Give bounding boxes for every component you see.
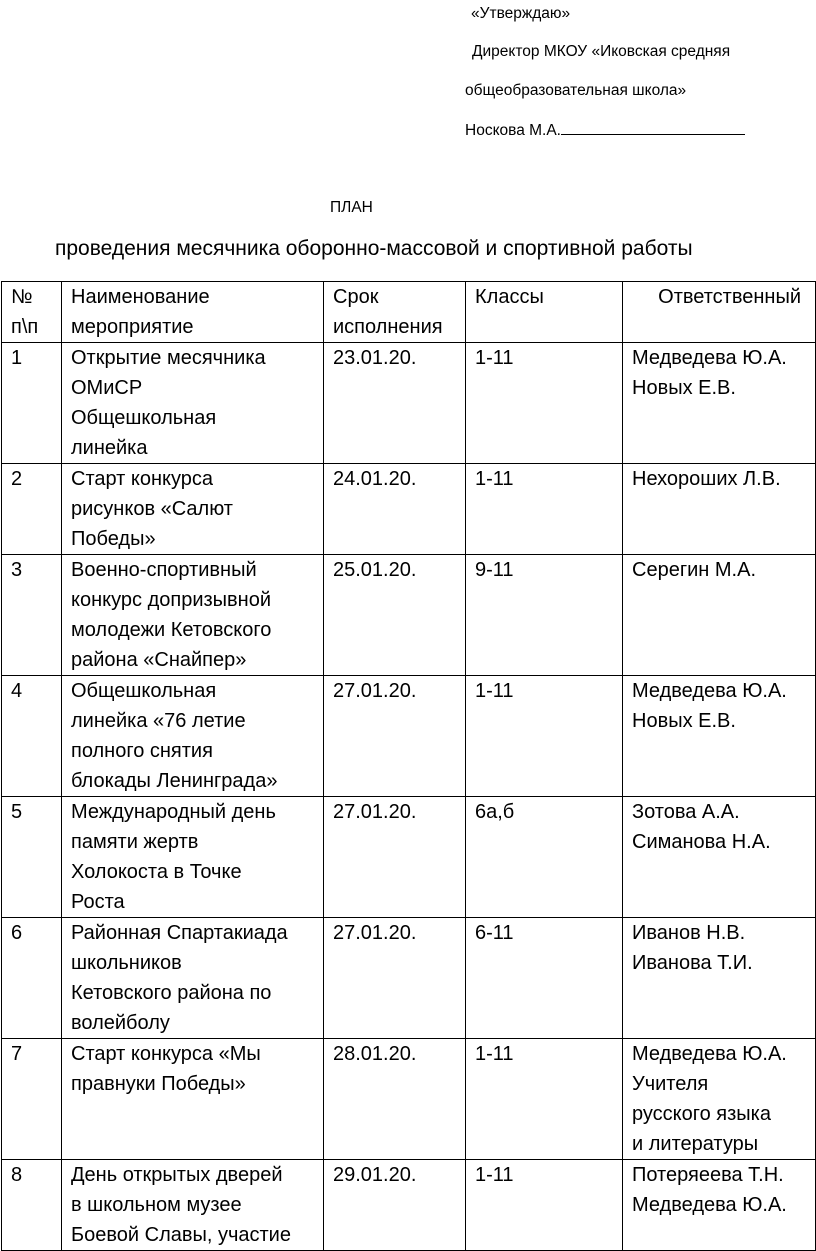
cell-line: Медведева Ю.А.: [632, 347, 787, 369]
cell-line: Старт конкурса: [71, 468, 214, 490]
cell-line: блокады Ленинграда»: [71, 770, 278, 792]
table-row: [2, 555, 816, 676]
row-name: [62, 464, 324, 555]
row-num: [2, 464, 62, 555]
cell-line: 1-11: [475, 347, 514, 369]
cell-line: Потеряеева Т.Н.: [632, 1164, 784, 1186]
cell-line: Боевой Славы, участие: [71, 1224, 291, 1246]
row-responsible: [623, 1039, 816, 1160]
cell-line: памяти жертв: [71, 831, 199, 853]
cell-line: русского языка: [632, 1103, 771, 1125]
plan-title: проведения месячника оборонно-массовой и спортивной работы: [55, 237, 693, 260]
row-name: [62, 343, 324, 464]
cell-line: школьников: [71, 952, 182, 974]
cell-line: 29.01.20.: [333, 1164, 417, 1186]
row-classes: [466, 797, 623, 918]
cell-line: Срок: [333, 286, 379, 308]
cell-line: 24.01.20.: [333, 468, 417, 490]
row-date: [324, 343, 466, 464]
header-responsible: [623, 282, 816, 343]
row-classes: [466, 464, 623, 555]
cell-line: 9-11: [475, 559, 514, 581]
cell-line: Кетовского района по: [71, 982, 272, 1004]
signature-line: [561, 120, 745, 135]
cell-line: Военно-спортивный: [71, 559, 257, 581]
row-date: [324, 1160, 466, 1251]
cell-line: Медведева Ю.А.: [632, 1194, 787, 1216]
row-classes: [466, 343, 623, 464]
row-responsible: [623, 555, 816, 676]
row-classes: [466, 676, 623, 797]
cell-line: 1-11: [475, 680, 514, 702]
cell-line: Ответственный: [658, 286, 801, 308]
plan-table: [1, 281, 816, 1251]
cell-line: Иванов Н.В.: [632, 922, 746, 944]
cell-line: линейка «76 летие: [71, 710, 246, 732]
cell-line: День открытых дверей: [71, 1164, 283, 1186]
header-date: [324, 282, 466, 343]
cell-line: 5: [11, 801, 23, 823]
cell-line: 28.01.20.: [333, 1043, 417, 1065]
cell-line: Холокоста в Точке: [71, 861, 242, 883]
cell-line: Новых Е.В.: [632, 710, 736, 732]
table-row: [2, 1160, 816, 1251]
cell-line: мероприятие: [71, 316, 194, 338]
header-name: [62, 282, 324, 343]
cell-line: Победы»: [71, 528, 156, 550]
row-classes: [466, 1160, 623, 1251]
row-responsible: [623, 343, 816, 464]
cell-line: Международный день: [71, 801, 276, 823]
cell-line: волейболу: [71, 1012, 170, 1034]
row-classes: [466, 1039, 623, 1160]
approval-line-1: «Утверждаю»: [471, 5, 571, 22]
row-classes: [466, 918, 623, 1039]
row-date: [324, 1039, 466, 1160]
row-num: [2, 555, 62, 676]
row-responsible: [623, 1160, 816, 1251]
cell-line: 4: [11, 680, 23, 702]
cell-line: рисунков «Салют: [71, 498, 233, 520]
cell-line: исполнения: [333, 316, 443, 338]
cell-line: Открытие месячника: [71, 347, 266, 369]
cell-line: Иванова Т.И.: [632, 952, 753, 974]
cell-line: ОМиСР: [71, 377, 143, 399]
cell-line: 27.01.20.: [333, 680, 417, 702]
table-row: [2, 676, 816, 797]
plan-heading: ПЛАН: [330, 199, 373, 216]
row-num: [2, 797, 62, 918]
cell-line: Районная Спартакиада: [71, 922, 288, 944]
cell-line: Медведева Ю.А.: [632, 1043, 787, 1065]
cell-line: 3: [11, 559, 23, 581]
cell-line: п\п: [11, 316, 39, 338]
cell-line: 6а,б: [475, 801, 515, 823]
row-num: [2, 918, 62, 1039]
row-name: [62, 1039, 324, 1160]
row-num: [2, 676, 62, 797]
row-name: [62, 1160, 324, 1251]
cell-line: 1-11: [475, 468, 514, 490]
cell-line: Медведева Ю.А.: [632, 680, 787, 702]
cell-line: молодежи Кетовского: [71, 619, 272, 641]
approval-line-2: Директор МКОУ «Иковская средняя: [472, 43, 731, 60]
cell-line: 7: [11, 1043, 23, 1065]
cell-line: Наименование: [71, 286, 210, 308]
row-date: [324, 797, 466, 918]
row-name: [62, 676, 324, 797]
cell-line: полного снятия: [71, 740, 213, 762]
table-row: [2, 343, 816, 464]
row-num: [2, 1039, 62, 1160]
cell-line: Роста: [71, 891, 125, 913]
cell-line: Общешкольная: [71, 407, 217, 429]
cell-line: Общешкольная: [71, 680, 217, 702]
cell-line: конкурс допризывной: [71, 589, 271, 611]
row-date: [324, 555, 466, 676]
approval-line-3: общеобразовательная школа»: [465, 82, 687, 99]
row-name: [62, 918, 324, 1039]
cell-line: 1: [11, 347, 23, 369]
row-responsible: [623, 464, 816, 555]
cell-line: 1-11: [475, 1164, 514, 1186]
table-row: [2, 464, 816, 555]
cell-line: 6-11: [475, 922, 514, 944]
cell-line: 27.01.20.: [333, 922, 417, 944]
table-body: [2, 343, 816, 1251]
row-responsible: [623, 797, 816, 918]
cell-line: 25.01.20.: [333, 559, 417, 581]
cell-line: Зотова А.А.: [632, 801, 740, 823]
approval-line-4: [465, 120, 745, 140]
row-responsible: [623, 918, 816, 1039]
cell-line: Серегин М.А.: [632, 559, 756, 581]
cell-line: правнуки Победы»: [71, 1073, 246, 1095]
director-name: Носкова М.А.: [465, 122, 561, 139]
table-row: [2, 797, 816, 918]
cell-line: Нехороших Л.В.: [632, 468, 781, 490]
table-row: [2, 918, 816, 1039]
row-num: [2, 1160, 62, 1251]
cell-line: 8: [11, 1164, 23, 1186]
table-row: [2, 1039, 816, 1160]
table-header-row: [2, 282, 816, 343]
header-num: [2, 282, 62, 343]
cell-line: Симанова Н.А.: [632, 831, 771, 853]
row-name: [62, 797, 324, 918]
cell-line: района «Снайпер»: [71, 649, 247, 671]
cell-line: Старт конкурса «Мы: [71, 1043, 261, 1065]
cell-line: 1-11: [475, 1043, 514, 1065]
row-num: [2, 343, 62, 464]
cell-line: №: [11, 286, 33, 308]
row-classes: [466, 555, 623, 676]
cell-line: 2: [11, 468, 23, 490]
cell-line: и литературы: [632, 1133, 759, 1155]
cell-line: линейка: [71, 437, 148, 459]
cell-line: Классы: [475, 286, 544, 308]
row-date: [324, 464, 466, 555]
cell-line: в школьном музее: [71, 1194, 242, 1216]
row-responsible: [623, 676, 816, 797]
header-classes: [466, 282, 623, 343]
row-date: [324, 918, 466, 1039]
cell-line: Учителя: [632, 1073, 709, 1095]
cell-line: 27.01.20.: [333, 801, 417, 823]
row-name: [62, 555, 324, 676]
cell-line: 6: [11, 922, 23, 944]
cell-line: Новых Е.В.: [632, 377, 736, 399]
row-date: [324, 676, 466, 797]
cell-line: 23.01.20.: [333, 347, 417, 369]
